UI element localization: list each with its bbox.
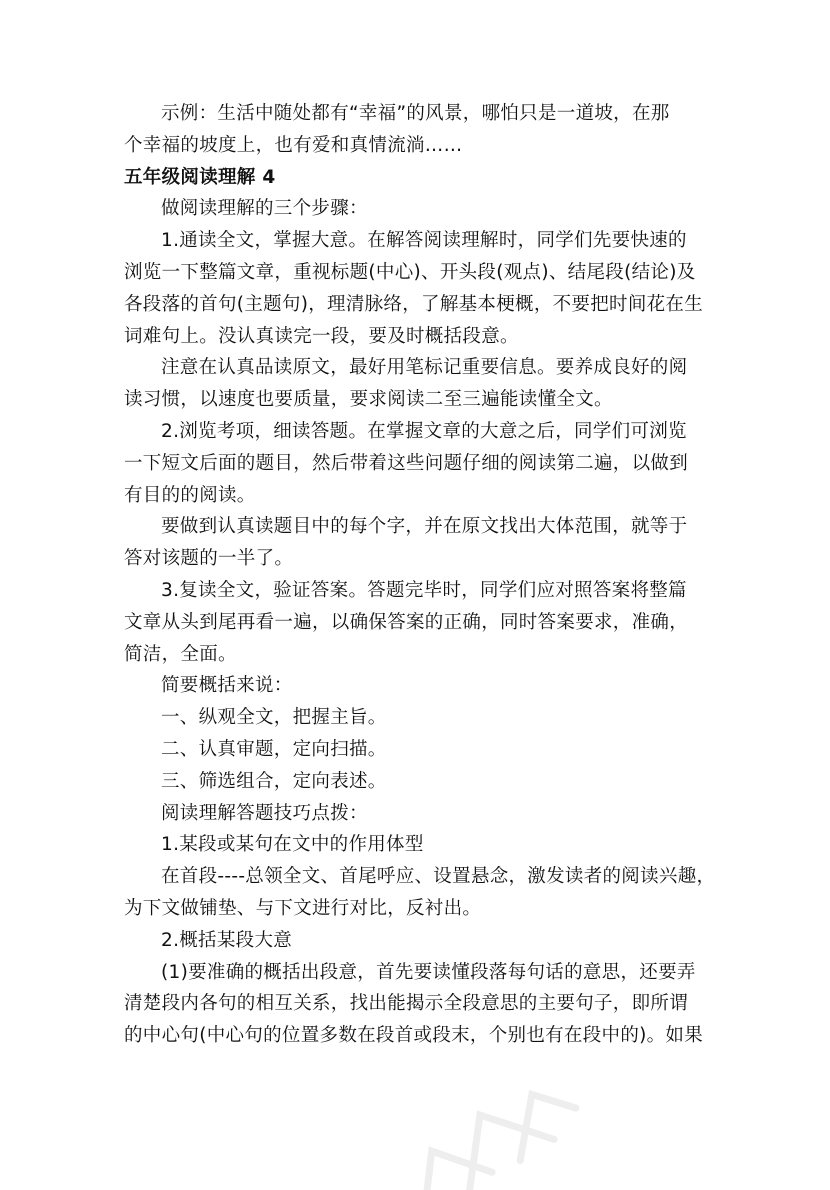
text-line: 三、筛选组合，定向表述。 [161, 770, 387, 792]
text-line: 阅读理解答题技巧点拨： [161, 802, 368, 824]
text-line: 示例：生活中随处都有“幸福”的风景，哪怕只是一道坡，在那 [161, 103, 670, 124]
text-line: 词难句上。没认真读完一段，要及时概括段意。 [124, 325, 519, 347]
text-line: 注意在认真品读原文，最好用笔标记重要信息。要养成良好的阅 [161, 357, 688, 379]
text-line: 各段落的首句(主题句)，理清脉络，了解基本梗概，不要把时间花在生 [124, 293, 704, 315]
text-line: 文章从头到尾再看一遍，以确保答案的正确，同时答案要求，准确， [124, 611, 689, 633]
text-line: 一、纵观全文，把握主旨。 [161, 707, 387, 729]
text-line: 为下文做铺垫、与下文进行对比，反衬出。 [124, 897, 482, 919]
text-line: 个幸福的坡度上，也有爱和真情流淌…… [124, 134, 463, 156]
document-body [124, 98, 716, 1052]
section-heading: 五年级阅读理解 4 [124, 166, 276, 188]
text-line: 1.通读全文，掌握大意。在解答阅读理解时，同学们先要快速的 [161, 230, 687, 252]
text-line: (1)要准确的概括出段意，首先要读懂段落每句话的意思，还要弄 [161, 961, 696, 983]
text-line: 简洁，全面。 [124, 643, 237, 665]
text-line: 有目的的阅读。 [124, 484, 256, 506]
text-line: 3.复读全文，验证答案。答题完毕时，同学们应对照答案将整篇 [161, 579, 687, 601]
text-line: 读习惯，以速度也要质量，要求阅读二至三遍能读懂全文。 [124, 389, 613, 411]
text-line: 的中心句(中心句的位置多数在段首或段末，个别也有在段中的)。如果 [124, 1025, 704, 1047]
text-line: 2.浏览考项，细读答题。在掌握文章的大意之后，同学们可浏览 [161, 420, 687, 442]
text-line: 二、认真审题，定向扫描。 [161, 738, 387, 760]
text-line: 做阅读理解的三个步骤： [161, 198, 368, 220]
text-line: 要做到认真读题目中的每个字，并在原文找出大体范围，就等于 [161, 516, 688, 538]
text-line: 一下短文后面的题目，然后带着这些问题仔细的阅读第二遍，以做到 [124, 452, 689, 474]
text-line: 答对该题的一半了。 [124, 548, 294, 570]
text-line: 1.某段或某句在文中的作用体型 [161, 834, 424, 856]
text-line: 2.概括某段大意 [161, 929, 293, 951]
text-line: 清楚段内各句的相互关系，找出能揭示全段意思的主要句子，即所谓 [124, 993, 689, 1015]
text-line: 在首段----总领全文、首尾呼应、设置悬念，激发读者的阅读兴趣， [161, 866, 716, 888]
text-line: 简要概括来说： [161, 675, 293, 697]
text-line: 浏览一下整篇文章，重视标题(中心)、开头段(观点)、结尾段(结论)及 [124, 261, 696, 283]
